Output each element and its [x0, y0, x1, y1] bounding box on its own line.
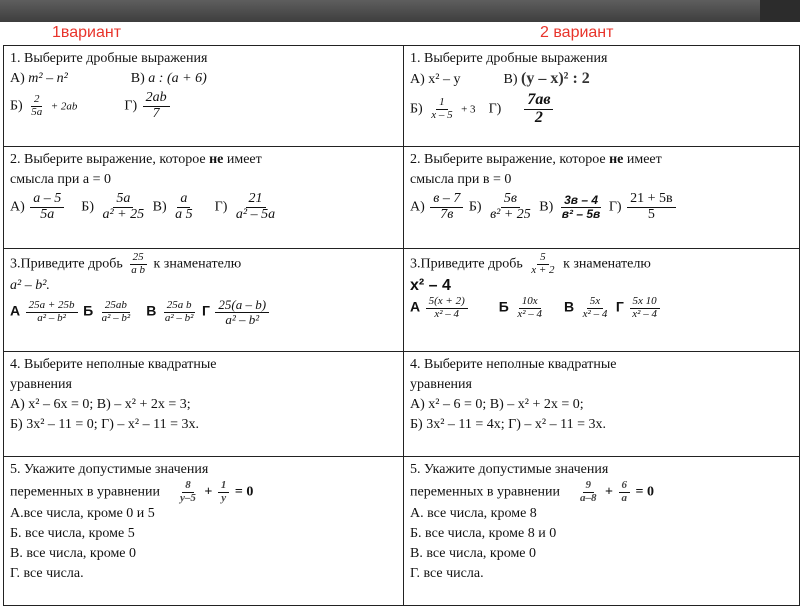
numerator: 1	[436, 97, 448, 110]
title-part: к знаменателю	[153, 256, 242, 272]
q2-variant2-cell	[404, 147, 800, 249]
fraction	[514, 296, 545, 320]
q3-v2-target: x² – 4	[410, 277, 451, 295]
q4-v1-options-2: Б) 3x² – 11 = 0; Г) – x² – 11 = 3x.	[10, 417, 199, 432]
q3-variant1-cell	[4, 249, 404, 352]
fraction	[426, 296, 468, 320]
denominator: y–5	[180, 491, 196, 504]
fraction	[428, 97, 455, 121]
title-part: 3.Приведите дробь	[10, 256, 123, 272]
question-row-5	[4, 457, 800, 606]
q4-variant2-cell	[404, 352, 800, 457]
denominator: 5a	[40, 206, 55, 222]
option-label: Б	[498, 298, 509, 315]
option-label: В)	[152, 199, 167, 215]
option-label: А)	[10, 199, 25, 215]
q4-v2-title: 4. Выберите неполные квадратные	[410, 357, 617, 372]
numerator: 21	[246, 192, 266, 208]
option-label: А)	[10, 71, 25, 86]
denominator: a b	[131, 263, 145, 276]
option-expr: x² – y	[428, 72, 461, 87]
option-label: Б)	[468, 199, 482, 215]
option-label: Г	[201, 302, 210, 319]
question-row-2	[4, 147, 800, 249]
q2-v2-title	[410, 150, 793, 170]
numerator: 25a b	[164, 300, 195, 313]
q5-variant2-cell	[404, 457, 800, 606]
denominator: 7	[152, 105, 160, 121]
option-label: Г)	[608, 199, 622, 215]
q1-variant2-cell	[404, 46, 800, 147]
numerator: 2	[31, 94, 43, 107]
option-label: Г	[615, 298, 624, 315]
title-emphasis: не	[209, 152, 224, 167]
title-part: 3.Приведите дробь	[410, 256, 523, 272]
denominator: в² – 5в	[561, 206, 601, 221]
q1-v2-title: 1. Выберите дробные выражения	[410, 51, 608, 66]
fraction	[218, 480, 230, 504]
q5-v1-option-a: А.все числа, кроме 0 и 5	[10, 506, 155, 522]
title-part: имеет	[223, 152, 262, 167]
numerator: в – 7	[430, 192, 463, 208]
q1-v2-line-a	[410, 69, 793, 90]
fraction	[559, 194, 604, 220]
option-label: А	[410, 298, 421, 315]
q4-v2-options-2: Б) 3x² – 11 = 4x; Г) – x² – 11 = 3x.	[410, 417, 606, 432]
denominator: a² – 5a	[235, 206, 276, 222]
denominator: x² – 4	[517, 307, 543, 320]
numerator: 1	[218, 480, 230, 493]
option-label: Б)	[81, 199, 94, 215]
equation-plus: +	[605, 484, 613, 500]
fraction	[627, 192, 676, 222]
q4-v2-title-cont: уравнения	[410, 377, 472, 392]
fraction	[172, 192, 196, 222]
fraction	[524, 92, 553, 127]
q3-v2-title	[410, 252, 793, 276]
numerator: 2ab	[143, 91, 170, 107]
title-part: имеет	[623, 152, 662, 167]
q5-v1-title: 5. Укажите допустимые значения	[10, 462, 209, 477]
option-label: Б)	[410, 101, 423, 117]
numerator: 3в – 4	[561, 194, 601, 208]
option-label: В)	[539, 199, 554, 215]
q5-v2-option-a: А. все числа, кроме 8	[410, 506, 537, 522]
option-label: Г)	[214, 199, 228, 215]
q4-v2-options-1: А) x² – 6 = 0; В) – x² + 2x = 0;	[410, 397, 584, 412]
q3-v2-options	[410, 296, 793, 320]
numerator: 6	[619, 480, 631, 493]
q3-v1-title	[10, 252, 397, 276]
denominator: x² – 4	[434, 307, 460, 320]
q1-v2-line-b	[410, 92, 793, 127]
target-denominator: a² – b².	[10, 278, 50, 294]
q4-v1-title-cont: уравнения	[10, 377, 72, 392]
fraction	[162, 300, 197, 324]
fraction	[30, 192, 64, 222]
option-expr: (y – x)² : 2	[520, 70, 590, 87]
option-expr: + 3	[461, 103, 476, 116]
numerator: 25	[130, 252, 147, 265]
q4-variant1-cell	[4, 352, 404, 457]
q5-v2-option-d: Г. все числа.	[410, 566, 484, 582]
option-expr: a : (a + 6)	[148, 71, 207, 86]
q2-v2-options	[410, 192, 793, 222]
fraction	[580, 296, 611, 320]
fraction	[430, 192, 463, 222]
denominator: y	[221, 491, 227, 504]
numerator: 5x 10	[630, 296, 660, 309]
variant2-header: 2 вариант	[540, 24, 614, 41]
option-label: Г)	[488, 101, 502, 117]
denominator: a² – b²	[225, 311, 260, 327]
fraction	[619, 480, 631, 504]
question-row-3	[4, 249, 800, 352]
q2-v1-options	[10, 192, 397, 222]
fraction	[26, 300, 78, 324]
q2-v2-title-cont: смысла при в = 0	[410, 172, 512, 187]
q3-v1-target	[10, 276, 397, 296]
option-label: В	[146, 302, 157, 319]
option-expr: + 2ab	[50, 100, 78, 113]
denominator: a	[621, 491, 627, 504]
denominator: x² – 4	[632, 307, 657, 320]
question-row-4	[4, 352, 800, 457]
top-bar-shade	[760, 0, 800, 22]
option-label: Б	[83, 302, 94, 319]
q1-v1-line-b	[10, 91, 397, 121]
q5-v1-option-b: Б. все числа, кроме 5	[10, 526, 135, 542]
q5-v1-title-cont	[10, 480, 397, 504]
denominator: a² – b²	[37, 311, 66, 324]
worksheet-table	[3, 45, 800, 606]
denominator: 5	[647, 206, 655, 222]
fraction	[577, 480, 600, 504]
q5-v2-title-cont	[410, 480, 793, 504]
numerator: 9	[583, 480, 595, 493]
option-label: А	[10, 302, 21, 319]
numerator: 21 + 5в	[627, 192, 676, 208]
q5-v2-option-c: В. все числа, кроме 0	[410, 546, 537, 562]
title-emphasis: не	[609, 152, 624, 167]
title-part: 2. Выберите выражение, которое	[10, 152, 210, 167]
denominator: a² + 25	[102, 206, 145, 222]
option-label: В)	[503, 72, 518, 87]
numerator: 5a	[113, 192, 133, 208]
question-row-1	[4, 46, 800, 147]
option-label: Б)	[10, 98, 23, 114]
q1-v1-title: 1. Выберите дробные выражения	[10, 51, 208, 66]
title-part: 2. Выберите выражение, которое	[410, 152, 610, 167]
q4-v1-options-1: А) x² – 6x = 0; В) – x² + 2x = 3;	[10, 397, 191, 412]
title-part: к знаменателю	[563, 256, 651, 272]
q4-v1-title: 4. Выберите неполные квадратные	[10, 357, 217, 372]
denominator: x² – 4	[582, 307, 608, 320]
fraction	[99, 192, 147, 222]
equation-rhs: = 0	[635, 484, 654, 500]
denominator: в² + 25	[490, 206, 531, 222]
numerator: a	[177, 192, 190, 208]
numerator: 5(x + 2)	[426, 296, 468, 309]
equation-rhs: = 0	[234, 484, 254, 500]
numerator: 10x	[519, 296, 541, 309]
option-label: В	[564, 298, 575, 315]
q2-v1-title-cont: смысла при a = 0	[10, 172, 111, 187]
fraction	[487, 192, 534, 222]
fraction	[528, 252, 557, 276]
denominator: a–8	[580, 491, 597, 504]
numerator: 25(a – b)	[215, 298, 269, 313]
denominator: a² – b²	[164, 311, 194, 324]
option-expr: m² – n²	[28, 71, 68, 86]
option-label: А)	[410, 199, 425, 215]
denominator: 2	[534, 108, 543, 126]
variant1-header: 1вариант	[52, 24, 122, 41]
fraction	[629, 296, 660, 320]
numerator: 7ав	[524, 92, 553, 110]
numerator: 25a + 25b	[26, 300, 78, 313]
denominator: x – 5	[431, 108, 453, 121]
numerator: 5	[537, 252, 549, 265]
q5-variant1-cell	[4, 457, 404, 606]
q3-variant2-cell	[404, 249, 800, 352]
numerator: 5в	[501, 192, 520, 208]
q1-v1-line-a	[10, 69, 397, 89]
q5-v2-option-b: Б. все числа, кроме 8 и 0	[410, 526, 557, 542]
option-label: А)	[410, 72, 425, 87]
fraction	[233, 192, 278, 222]
fraction	[177, 480, 199, 504]
q5-v1-option-c: В. все числа, кроме 0	[10, 546, 137, 562]
numerator: 8	[182, 480, 194, 493]
denominator: 7в	[440, 206, 454, 222]
option-label: В)	[130, 71, 145, 86]
q5-v1-option-d: Г. все числа.	[10, 566, 84, 582]
title-part: переменных в уравнении	[10, 484, 161, 500]
q2-v1-title	[10, 150, 397, 170]
option-label: Г)	[124, 98, 138, 114]
equation-plus: +	[204, 484, 213, 500]
q3-v1-options	[10, 298, 397, 326]
numerator: a – 5	[30, 192, 64, 208]
title-part: переменных в уравнении	[410, 484, 561, 500]
fraction	[215, 298, 269, 326]
fraction	[143, 91, 170, 121]
numerator: 25ab	[102, 300, 130, 313]
q1-variant1-cell	[4, 46, 404, 147]
numerator: 5x	[587, 296, 603, 309]
q5-v2-title: 5. Укажите допустимые значения	[410, 462, 609, 477]
fraction	[128, 252, 148, 276]
fraction	[28, 94, 45, 118]
q2-variant1-cell	[4, 147, 404, 249]
denominator: x + 2	[531, 263, 555, 276]
denominator: 5a	[31, 105, 43, 118]
top-bar	[0, 0, 800, 22]
denominator: a² – b²	[101, 311, 131, 324]
denominator: a 5	[175, 206, 193, 222]
fraction	[99, 300, 134, 324]
